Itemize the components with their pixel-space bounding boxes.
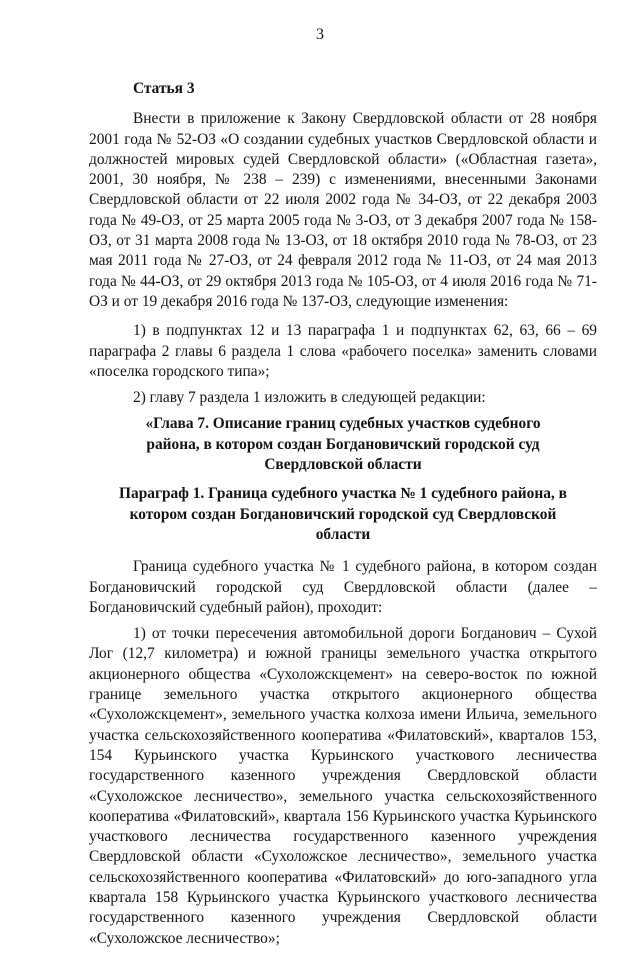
chapter-heading: «Глава 7. Описание границ судебных участков судебного района, в котором создан Богдановичский городской суд Свердловской области <box>145 415 541 474</box>
page-number: 3 <box>316 26 324 43</box>
article-heading: Статья 3 <box>133 80 195 97</box>
article-intro-paragraph: Внести в приложение к Закону Свердловской области от 28 ноября 2001 года № 52-ОЗ «О создании судебных участков Свердловской области и должностей мировых судей Свердловской области» («Областная газета», 2001, 30 ноября, № 238 – 239) с изменениями, внесенными Законами Свердловской области от 22 июля 2002 года № 34-ОЗ, от 22 декабря 2003 года № 49-ОЗ, от 25 марта 2005 года № 3-ОЗ, от 3 декабря 2007 года № 158-ОЗ, от 31 марта 2008 года № 13-ОЗ, от 18 октября 2010 года № 78-ОЗ, от 23 мая 2011 года № 27-ОЗ, от 24 февраля 2012 года № 11-ОЗ, от 24 мая 2013 года № 44-ОЗ, от 29 октября 2013 года № 105-ОЗ, от 4 июля 2016 года № 71-ОЗ и от 19 декабря 2016 года № 137-ОЗ, следующие изменения: <box>89 110 597 310</box>
boundary-point-1: 1) от точки пересечения автомобильной дороги Богданович – Сухой Лог (12,7 километра) и южной границы земельного участка открытого акционерного общества «Сухоложскцемент» на северо-восток по южной границе земельного участка открытого акционерного общества «Сухоложскцемент», земельного участка колхоза имени Ильича, земельного участка сельскохозяйственного кооператива «Филатовский», кварталов 153, 154 Курьинского участка Курьинского участкового лесничества государственного казенного учреждения Свердловской области «Сухоложское лесничество», земельного участка сельскохозяйственного кооператива «Филатовский», квартала 156 Курьинского участка Курьинского участкового лесничества государственного казенного учреждения Свердловской области «Сухоложское лесничество», земельного участка сельскохозяйственного кооператива «Филатовский» до юго-западного угла квартала 158 Курьинского участка Курьинского участкового лесничества государственного казенного учреждения Свердловской области «Сухоложское лесничество»; <box>89 625 597 947</box>
amendment-item-2: 2) главу 7 раздела 1 изложить в следующей редакции: <box>133 389 486 407</box>
paragraph-heading: Параграф 1. Граница судебного участка № 1 судебного района, в котором создан Богдановичский городской суд Свердловской области <box>119 485 567 543</box>
page-content <box>89 79 597 955</box>
boundary-intro-paragraph: Граница судебного участка № 1 судебного района, в котором создан Богдановичский городской суд Свердловской области (далее – Богдановичский судебный район), проходит: <box>89 558 597 616</box>
amendment-item-1: 1) в подпунктах 12 и 13 параграфа 1 и подпунктах 62, 63, 66 – 69 параграфа 2 главы 6 раздела 1 слова «рабочего поселка» заменить словами «поселка городского типа»; <box>89 322 597 380</box>
